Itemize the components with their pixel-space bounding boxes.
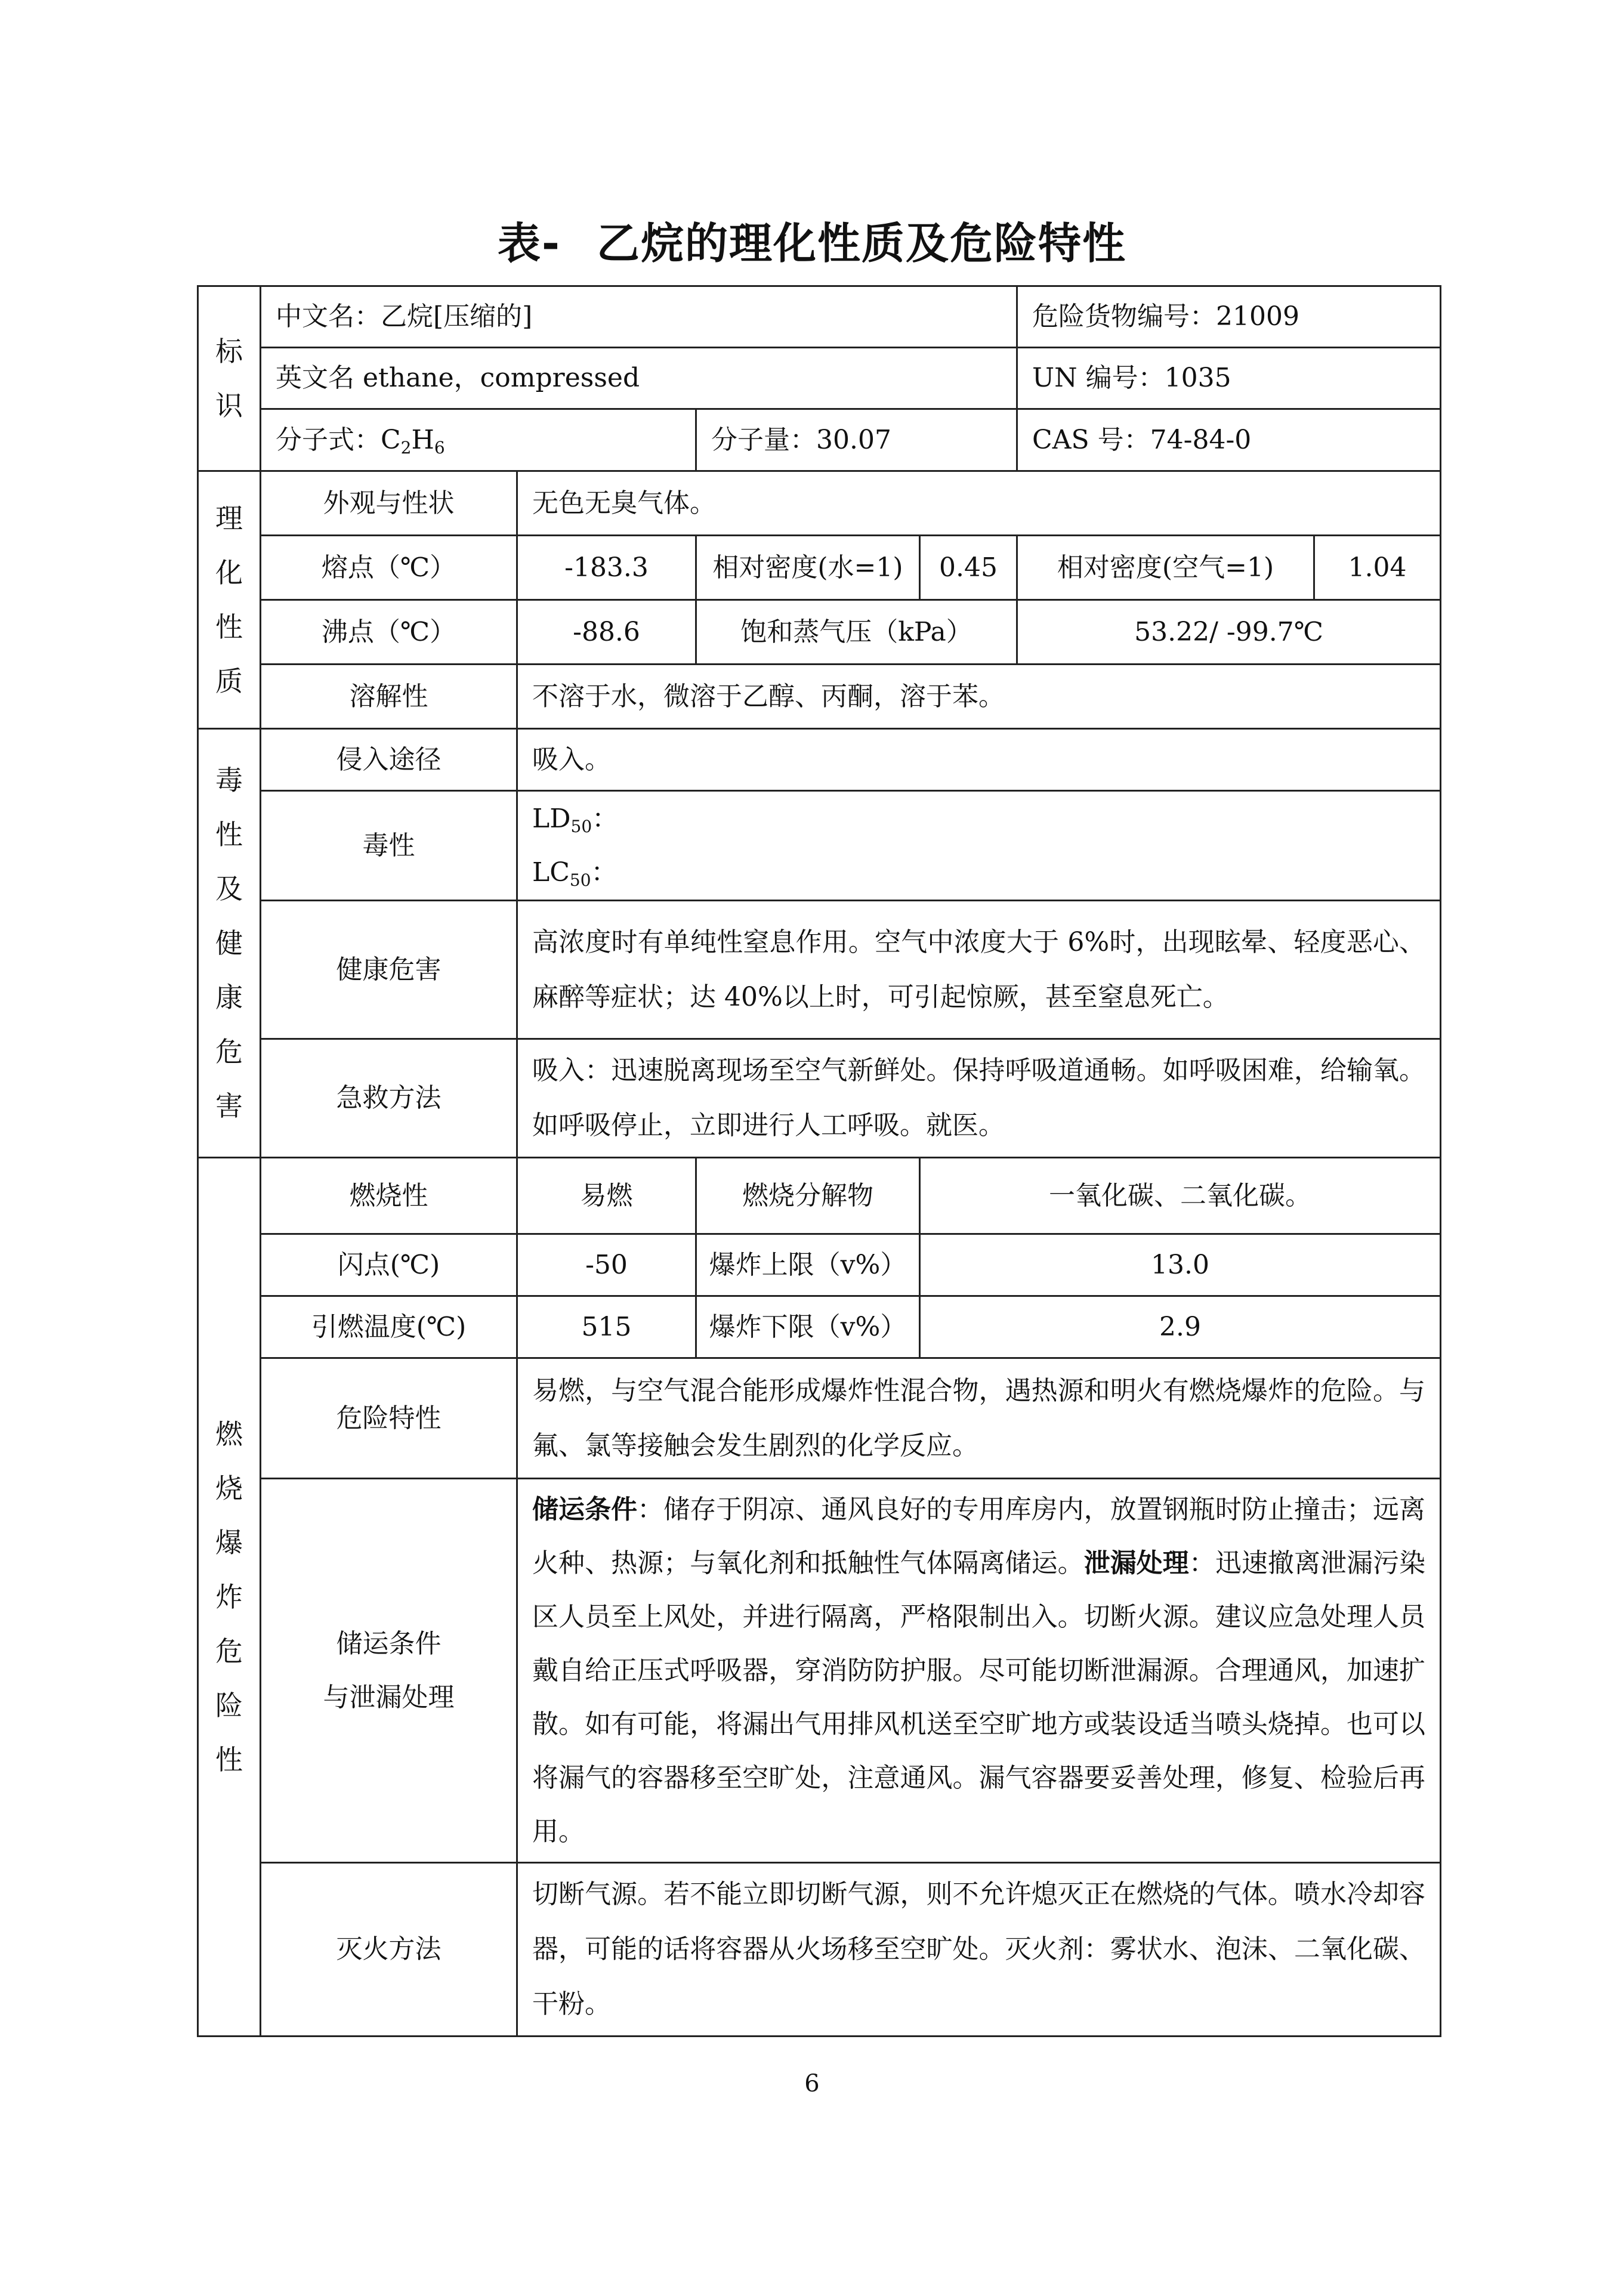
rel-density-air-label: 相对密度(空气=1)	[1017, 536, 1314, 600]
rel-density-water-value: 0.45	[920, 536, 1017, 600]
molecular-weight: 分子量：30.07	[696, 409, 1017, 471]
ld50-line: $LD_{50}$：	[532, 803, 619, 836]
lower-explosive-limit-label: 爆炸下限（v%）	[696, 1296, 920, 1358]
decomposition-value: 一氧化碳、二氧化碳。	[920, 1158, 1441, 1234]
english-name: 英文名 ethane，compressed	[261, 348, 1017, 409]
vapor-pressure-value: 53.22/ -99.7℃	[1017, 600, 1441, 665]
flammability-label: 燃烧性	[261, 1158, 517, 1234]
hazard-characteristics-label: 危险特性	[261, 1358, 517, 1479]
appearance-value: 无色无臭气体。	[517, 471, 1441, 536]
title-text: 乙烷的理化性质及危险特性	[596, 218, 1126, 268]
section-fire-explosion: 燃 烧 爆 炸 危 险 性	[198, 1158, 261, 2037]
storage-heading: 储运条件	[532, 1494, 638, 1525]
ignition-temp-value: 515	[517, 1296, 696, 1358]
first-aid-label: 急救方法	[261, 1039, 517, 1158]
rel-density-water-label: 相对密度(水=1)	[696, 536, 920, 600]
route-label: 侵入途径	[261, 729, 517, 791]
decomposition-label: 燃烧分解物	[696, 1158, 920, 1234]
solubility-value: 不溶于水，微溶于乙醇、丙酮，溶于苯。	[517, 665, 1441, 729]
lower-explosive-limit-value: 2.9	[920, 1296, 1441, 1358]
route-value: 吸入。	[517, 729, 1441, 791]
section-identification: 标 识	[198, 286, 261, 471]
extinguishing-label: 灭火方法	[261, 1863, 517, 2037]
property-table	[197, 285, 1441, 2037]
page-number: 6	[804, 2070, 820, 2097]
toxicity-label: 毒性	[261, 791, 517, 901]
un-number: UN 编号：1035	[1017, 348, 1441, 409]
extinguishing-value: 切断气源。若不能立即切断气源，则不允许熄灭正在燃烧的气体。喷水冷却容器，可能的话将容器从火场移至空旷处。灭火剂：雾状水、泡沫、二氧化碳、干粉。	[517, 1863, 1441, 2037]
appearance-label: 外观与性状	[261, 471, 517, 536]
boiling-point-label: 沸点（℃）	[261, 600, 517, 665]
storage-leak-value: 储运条件：储存于阴凉、通风良好的专用库房内，放置钢瓶时防止撞击；远离火种、热源；与氧化剂和抵触性气体隔离储运。泄漏处理：迅速撤离泄漏污染区人员至上风处，并进行隔离，严格限制出入。切断火源。建议应急处理人员戴自给正压式呼吸器，穿消防防护服。尽可能切断泄漏源。合理通风，加速扩散。如有可能，将漏出气用排风机送至空旷地方或装设适当喷头烧掉。也可以将漏气的容器移至空旷处，注意通风。漏气容器要妥善处理，修复、检验后再用。	[517, 1479, 1441, 1863]
hazard-characteristics-value: 易燃，与空气混合能形成爆炸性混合物，遇热源和明火有燃烧爆炸的危险。与氟、氯等接触会发生剧烈的化学反应。	[517, 1358, 1441, 1479]
solubility-label: 溶解性	[261, 665, 517, 729]
upper-explosive-limit-value: 13.0	[920, 1234, 1441, 1296]
storage-leak-label: 储运条件 与泄漏处理	[261, 1479, 517, 1863]
flash-point-label: 闪点(℃)	[261, 1234, 517, 1296]
melting-point-label: 熔点（℃）	[261, 536, 517, 600]
chinese-name: 中文名：乙烷[压缩的]	[261, 286, 1017, 348]
first-aid-value: 吸入：迅速脱离现场至空气新鲜处。保持呼吸道通畅。如呼吸困难，给输氧。如呼吸停止，立即进行人工呼吸。就医。	[517, 1039, 1441, 1158]
flammability-value: 易燃	[517, 1158, 696, 1234]
lc50-line: $LC_{50}$：	[532, 857, 618, 890]
toxicity-value	[517, 791, 1441, 901]
section-physchem: 理 化 性 质	[198, 471, 261, 729]
flash-point-value: -50	[517, 1234, 696, 1296]
hazard-goods-number: 危险货物编号：21009	[1017, 286, 1441, 348]
upper-explosive-limit-label: 爆炸上限（v%）	[696, 1234, 920, 1296]
health-hazard-label: 健康危害	[261, 901, 517, 1039]
health-hazard-value: 高浓度时有单纯性窒息作用。空气中浓度大于 6%时，出现眩晕、轻度恶心、麻醉等症状；达 40%以上时，可引起惊厥，甚至窒息死亡。	[517, 901, 1441, 1039]
leak-heading: 泄漏处理	[1083, 1547, 1189, 1578]
vapor-pressure-label: 饱和蒸气压（kPa）	[696, 600, 1017, 665]
rel-density-air-value: 1.04	[1314, 536, 1441, 600]
melting-point-value: -183.3	[517, 536, 696, 600]
section-toxicity: 毒 性 及 健 康 危 害	[198, 729, 261, 1158]
page-title	[0, 209, 1624, 271]
title-prefix: 表-	[498, 218, 561, 268]
molecular-formula: 分子式：$C_2H_6$	[261, 409, 696, 471]
cas-number: CAS 号：74-84-0	[1017, 409, 1441, 471]
ignition-temp-label: 引燃温度(℃)	[261, 1296, 517, 1358]
boiling-point-value: -88.6	[517, 600, 696, 665]
